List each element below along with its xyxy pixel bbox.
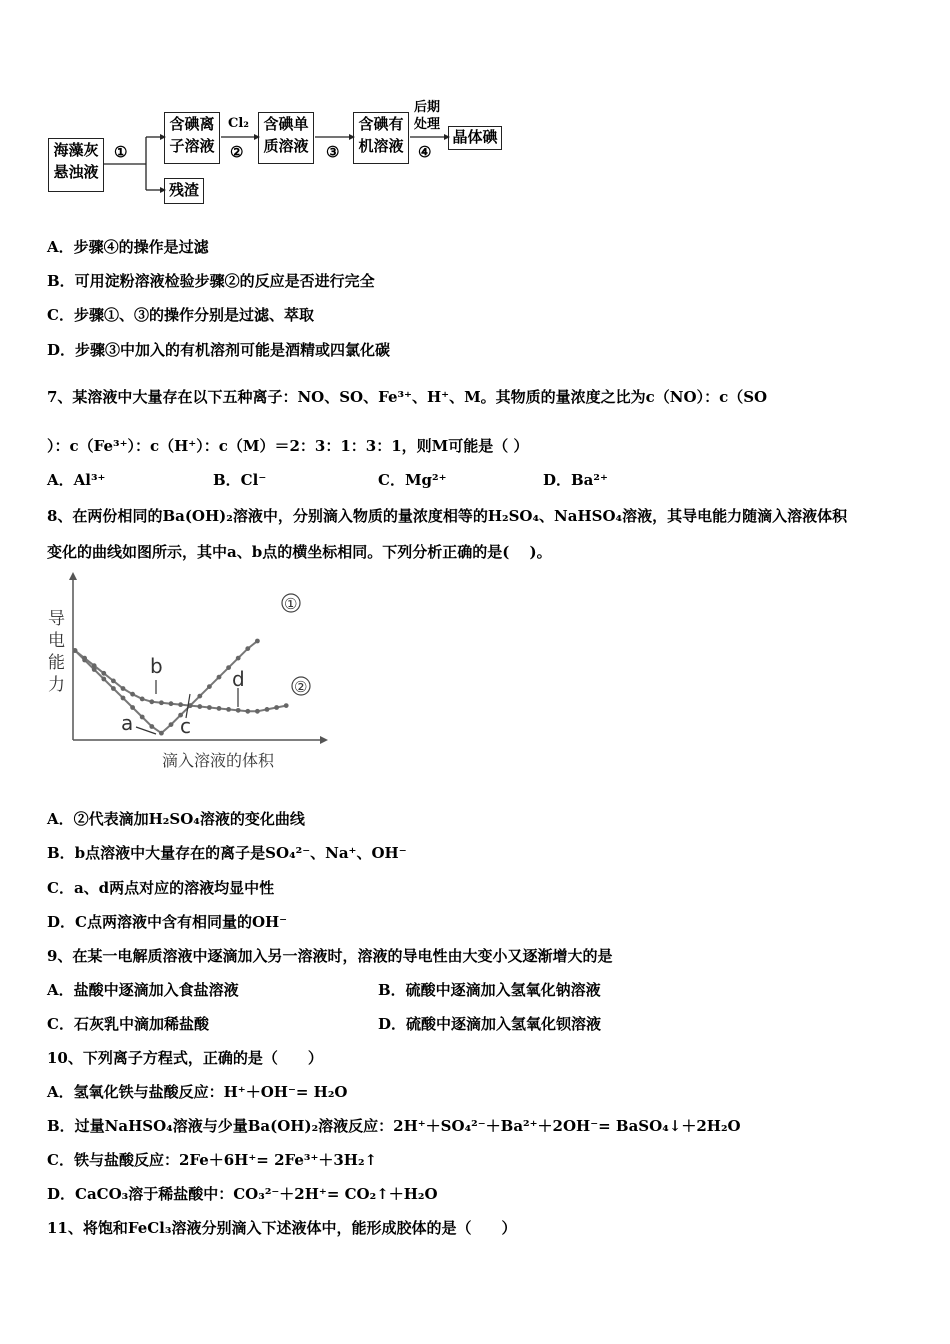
series-1-point [169,722,174,727]
series-2-point [207,705,212,710]
q6-option-b: B．可用淀粉溶液检验步骤②的反应是否进行完全 [47,272,375,290]
series-2-point [92,663,97,668]
series-2-point [130,692,135,697]
q7-option-c: C．Mg²⁺ [378,471,447,489]
series-1-point [255,639,260,644]
later-process-label: 后期 处理 [414,100,441,132]
q9-option-b: B．硫酸中逐滴加入氢氧化钠溶液 [378,981,601,999]
series-2-point [265,707,270,712]
series-2-point [149,699,154,704]
residue-box: 残渣 [164,178,204,204]
q7-stem-line1: 7、某溶液中大量存在以下五种离子：NO、SO、Fe³⁺、H⁺、M。其物质的量浓度之比为c（NO）：c（SO [47,388,768,406]
q8-option-d: D．C点两溶液中含有相同量的OH⁻ [47,913,288,931]
series-2-point [197,704,202,709]
series-2-point [255,709,260,714]
q9-stem: 9、在某一电解质溶液中逐滴加入另一溶液时，溶液的导电性由大变小又逐渐增大的是 [47,947,613,965]
step1-label: ① [114,143,128,161]
q6-option-d: D．步骤③中加入的有机溶剂可能是酒精或四氯化碳 [47,341,391,359]
q8-stem-line1: 8、在两份相同的Ba(OH)₂溶液中，分别滴入物质的量浓度相等的H₂SO₄、NaHSO₄溶液，其导电能力随滴入溶液体积 [47,507,848,525]
y-axis-arrow [69,572,77,580]
legend-1-label: ① [284,595,298,613]
series-1-point [207,684,212,689]
flow-arrows [0,0,950,220]
x-axis-arrow [320,736,328,744]
q7-option-b: B．Cl⁻ [213,471,267,489]
q6-option-c: C．步骤①、③的操作分别是过滤、萃取 [47,306,314,324]
series-1-point [197,694,202,699]
conductivity-chart [40,570,340,780]
q10-option-c: C．铁与盐酸反应：2Fe＋6H⁺= 2Fe³⁺＋3H₂↑ [47,1151,378,1169]
point-b-label: b [150,654,163,678]
step4-label: ④ [418,143,432,161]
q8-option-a: A．②代表滴加H₂SO₄溶液的变化曲线 [47,810,305,828]
q10-option-a: A．氢氧化铁与盐酸反应：H⁺＋OH⁻= H₂O [47,1083,348,1101]
series-2-point [284,703,289,708]
series-2-point [217,706,222,711]
series-2-point [245,709,250,714]
crystal-iodine-box: 晶体碘 [448,126,502,150]
q10-option-b: B．过量NaHSO₄溶液与少量Ba(OH)₂溶液反应：2H⁺＋SO₄²⁻＋Ba²⁺＋2OH⁻= BaSO₄↓＋2H₂O [47,1117,741,1135]
chart-ylabel: 导电能力 [48,609,65,695]
step3-label: ③ [326,143,340,161]
legend-2-label: ② [294,678,308,696]
series-1-point [226,665,231,670]
q10-stem: 10、下列离子方程式，正确的是（ ） [47,1049,323,1067]
series-2-point [274,705,279,710]
q7-option-a: A．Al³⁺ [47,471,106,489]
q8-stem-line2: 变化的曲线如图所示，其中a、b点的横坐标相同。下列分析正确的是( )。 [47,543,552,561]
series-1-point [130,705,135,710]
q9-option-a: A．盐酸中逐滴加入食盐溶液 [47,981,239,999]
series-2-point [178,702,183,707]
iodine-single-box: 含碘单 质溶液 [258,112,314,164]
series-1-point [149,724,154,729]
series-2-point [82,656,87,661]
series-1-line [75,641,257,733]
q8-option-c: C．a、d两点对应的溶液均显中性 [47,879,275,897]
series-2-point [73,648,78,653]
series-2-point [169,701,174,706]
q8-option-b: B．b点溶液中大量存在的离子是SO₄²⁻、Na⁺、OH⁻ [47,844,407,862]
series-2-point [236,708,241,713]
series-1-point [101,677,106,682]
ion-solution-box: 含碘离 子溶液 [164,112,220,164]
start-box: 海藻灰 悬浊液 [48,138,104,192]
q10-option-d: D．CaCO₃溶于稀盐酸中：CO₃²⁻＋2H⁺= CO₂↑＋H₂O [47,1185,438,1203]
series-1-point [121,696,126,701]
series-2-point [111,679,116,684]
q6-option-a: A．步骤④的操作是过滤 [47,238,209,256]
series-1-point [245,646,250,651]
q11-stem: 11、将饱和FeCl₃溶液分别滴入下述液体中，能形成胶体的是（ ） [47,1219,517,1237]
series-1-point [111,686,116,691]
step2-label: ② [230,143,244,161]
series-2-point [121,686,126,691]
series-2-point [159,700,164,705]
series-1-point [217,675,222,680]
q7-stem-line2: ）：c（Fe³⁺）：c（H⁺）：c（M）＝2：3：1：3：1，则M可能是（ ） [47,437,529,455]
series-1-point [236,656,241,661]
chart-xlabel: 滴入溶液的体积 [162,751,275,770]
series-2-point [140,697,145,702]
series-2-point [101,671,106,676]
point-c-label: c [180,714,191,738]
point-d-label: d [232,667,245,691]
series-1-point [140,715,145,720]
q9-option-d: D．硫酸中逐滴加入氢氧化钡溶液 [378,1015,602,1033]
point-a-label: a [121,711,134,735]
series-1-point [159,731,164,736]
organic-solution-box: 含碘有 机溶液 [353,112,409,164]
series-2-point [226,707,231,712]
cl2-label: Cl₂ [228,116,249,131]
q9-option-c: C．石灰乳中滴加稀盐酸 [47,1015,209,1033]
q7-option-d: D．Ba²⁺ [543,471,608,489]
